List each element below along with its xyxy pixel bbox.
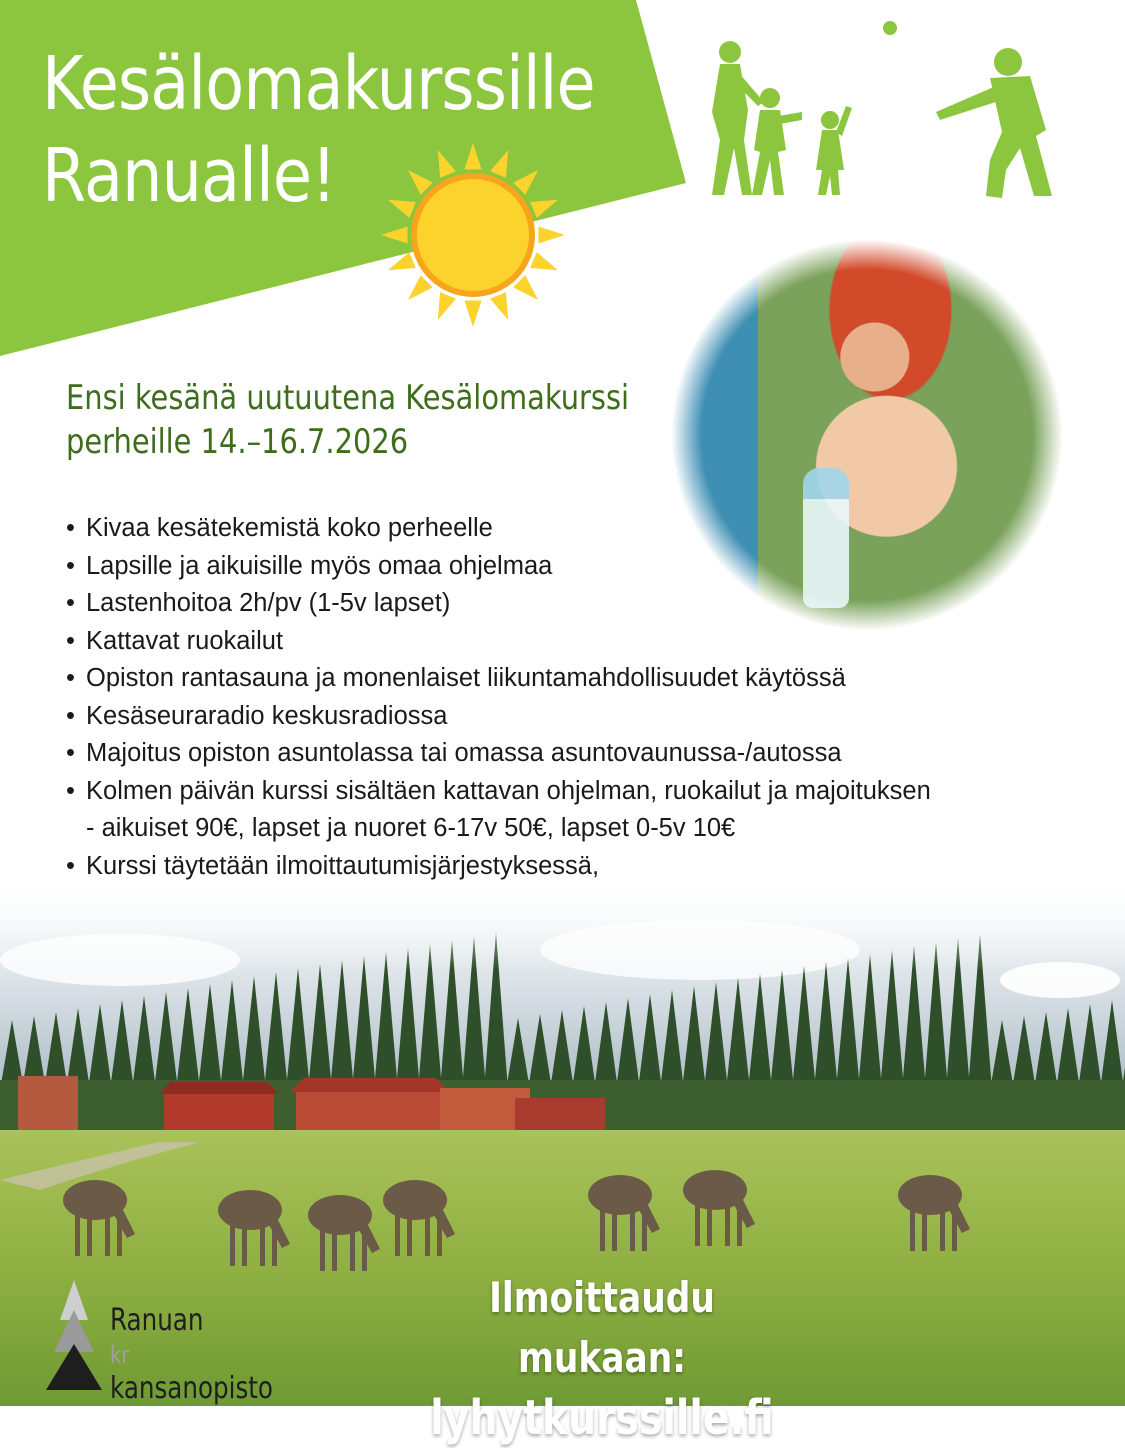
subtitle-line1: Ensi kesänä uutuutena Kesälomakurssi [66, 378, 630, 418]
list-item: • Kolmen päivän kurssi sisältäen kattavan ohjelman, ruokailut ja majoituksen - aikuiset 90€, lapset ja nuoret 6-17v 50€, lapset 0-5v 10€ [66, 773, 1096, 848]
list-item: • Kattavat ruokailut [66, 623, 1096, 661]
headline-line2: Ranualle! [42, 133, 336, 219]
list-item: • Kivaa kesätekemistä koko perheelle [66, 510, 1096, 548]
cta-line: Ilmoittaudu mukaan: [489, 1273, 715, 1382]
sun-ray [530, 252, 558, 270]
list-item: • Kurssi täytetään ilmoittautumisjärjestyksessä, [66, 848, 1096, 923]
sun-ray [513, 275, 538, 300]
logo-text: Ranuan kr kansanopisto [110, 1303, 273, 1406]
sun-ray [490, 292, 508, 320]
sun-ray [490, 150, 508, 178]
headline-line1: Kesälomakurssille [42, 41, 595, 127]
sun-ray [388, 252, 416, 270]
price-line: - aikuiset 90€, lapset ja nuoret 6-17v 50€, lapset 0-5v 10€ [86, 814, 736, 842]
list-item: • Opiston rantasauna ja monenlaiset liikuntamahdollisuudet käytössä [66, 660, 1096, 698]
sun-ray [408, 170, 433, 195]
logo-suffix: kr [110, 1341, 130, 1369]
feature-list [66, 510, 1096, 923]
sun-ray [513, 170, 538, 195]
sun-ray [464, 143, 481, 170]
sun-icon [378, 140, 568, 330]
kansanopisto-logo [44, 1280, 304, 1406]
list-item: • Lastenhoitoa 2h/pv (1-5v lapset) [66, 585, 1096, 623]
call-to-action [430, 1268, 774, 1448]
sun-ray [464, 300, 481, 327]
list-item: • Majoitus opiston asuntolassa tai omassa asuntovaunussa-/autossa [66, 735, 1096, 773]
sun-ray [438, 150, 456, 178]
subtitle-line2: perheille 14.–16.7.2026 [66, 422, 409, 462]
family-silhouette-icon [690, 20, 1110, 210]
sun-ray [438, 292, 456, 320]
registration-url[interactable]: lyhytkurssille.fi [430, 1390, 774, 1446]
subtitle [66, 376, 629, 464]
sun-ray [388, 200, 416, 218]
sun-ray [408, 275, 433, 300]
list-item: • Kesäseuraradio keskusradiossa [66, 698, 1096, 736]
tree-logo-icon [44, 1280, 104, 1390]
sun-ray [530, 200, 558, 218]
sun-ray [381, 226, 408, 243]
list-item: • Lapsille ja aikuisille myös omaa ohjelmaa [66, 548, 1096, 586]
sun-ray [538, 226, 565, 243]
